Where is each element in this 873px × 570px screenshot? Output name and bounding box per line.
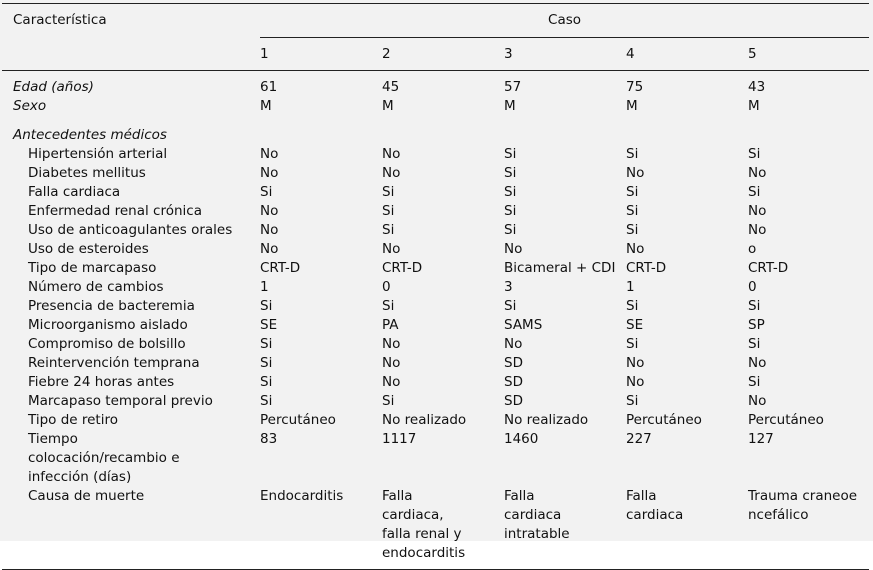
cell-value: M [260, 98, 272, 114]
cell-value: Si [748, 336, 761, 352]
cell-value: 127 [748, 431, 774, 447]
section-row [2, 116, 869, 145]
cell-value: No [382, 336, 401, 352]
cell-value: 0 [382, 279, 391, 295]
table-row [2, 411, 869, 430]
cell-value: 57 [504, 79, 522, 95]
cell-value: M [382, 98, 394, 114]
cell-value: No [748, 203, 767, 219]
cell-value: Si [626, 393, 639, 409]
cell-value: Bicameral + CDI [504, 260, 616, 276]
cell-value: Si [626, 298, 639, 314]
cell-value: 83 [260, 431, 278, 447]
table-row [2, 335, 869, 354]
table-row [2, 354, 869, 373]
cell-value: No [626, 355, 645, 371]
cell-value: Percutáneo [748, 412, 824, 428]
row-label: Compromiso de bolsillo [28, 336, 186, 352]
table-row [2, 97, 869, 116]
cell-value: 1 [260, 279, 269, 295]
cell-value: No [382, 374, 401, 390]
cell-value: Falla cardiaca intratable [504, 488, 570, 542]
cell-value: Si [626, 336, 639, 352]
cell-value: Falla cardiaca [626, 488, 684, 523]
cell-value: Si [626, 203, 639, 219]
cell-value: 0 [748, 279, 757, 295]
header-case: Caso [260, 4, 869, 38]
cell-value: No [748, 165, 767, 181]
cell-value: No realizado [382, 412, 467, 428]
cell-value: Falla cardiaca, falla renal y endocarditis [382, 488, 466, 561]
cell-value: Percutáneo [260, 412, 336, 428]
row-label: Tiempo colocación/recambio e infección (días) [28, 431, 180, 485]
row-label: Reintervención temprana [28, 355, 200, 371]
row-label: Edad (años) [13, 79, 94, 95]
cell-value: No [260, 222, 279, 238]
row-label: Microorganismo aislado [28, 317, 188, 333]
row-label: Uso de anticoagulantes orales [28, 222, 233, 238]
cell-value: Si [504, 203, 517, 219]
cell-value: M [748, 98, 760, 114]
cell-value: Si [504, 165, 517, 181]
header-empty [2, 38, 260, 71]
cell-value: Si [626, 222, 639, 238]
cell-value: Si [748, 146, 761, 162]
cell-value: Si [748, 184, 761, 200]
cell-value: Si [748, 298, 761, 314]
row-label: Sexo [13, 98, 47, 114]
cell-value: 75 [626, 79, 644, 95]
cell-value: CRT-D [260, 260, 301, 276]
row-label: Diabetes mellitus [28, 165, 146, 181]
cell-value: M [504, 98, 516, 114]
cell-value: Si [504, 222, 517, 238]
cell-value: Si [260, 336, 273, 352]
header-characteristic: Característica [13, 12, 107, 28]
table-row [2, 373, 869, 392]
header-row [2, 4, 869, 38]
table-row [2, 487, 869, 570]
cell-value: SE [260, 317, 278, 333]
cell-value: No [504, 336, 523, 352]
cell-value: CRT-D [626, 260, 667, 276]
cell-value: No realizado [504, 412, 589, 428]
cell-value: CRT-D [748, 260, 789, 276]
cell-value: Si [626, 146, 639, 162]
cell-value: Si [260, 374, 273, 390]
cell-value: PA [382, 317, 399, 333]
table-row [2, 71, 869, 98]
table-row [2, 278, 869, 297]
cell-value: No [748, 222, 767, 238]
cell-value: CRT-D [382, 260, 423, 276]
cell-value: No [626, 374, 645, 390]
cell-value: No [626, 241, 645, 257]
row-label: Falla cardiaca [28, 184, 121, 200]
table-row [2, 145, 869, 164]
row-label: Tipo de retiro [28, 412, 118, 428]
cell-value: Trauma craneoencefálico [748, 488, 858, 523]
table-row [2, 297, 869, 316]
cell-value: SAMS [504, 317, 543, 333]
cell-value: 43 [748, 79, 766, 95]
cell-value: Si [260, 393, 273, 409]
row-label: Presencia de bacteremia [28, 298, 195, 314]
cell-value: SD [504, 374, 523, 390]
cell-value: Percutáneo [626, 412, 702, 428]
cell-value: SE [626, 317, 644, 333]
cell-value: 45 [382, 79, 400, 95]
clinical-cases-table [2, 3, 869, 570]
cell-value: No [260, 165, 279, 181]
cell-value: No [748, 355, 767, 371]
cell-value: No [260, 203, 279, 219]
row-label: Tipo de marcapaso [28, 260, 157, 276]
case-number-row [2, 38, 869, 71]
cell-value: Si [504, 146, 517, 162]
row-label: Número de cambios [28, 279, 164, 295]
row-label: Marcapaso temporal previo [28, 393, 213, 409]
row-label: Enfermedad renal crónica [28, 203, 202, 219]
table-row [2, 221, 869, 240]
cell-value: Si [260, 355, 273, 371]
row-label: Uso de esteroides [28, 241, 149, 257]
table-row [2, 316, 869, 335]
cell-value: 3 [504, 279, 513, 295]
section-label: Antecedentes médicos [13, 127, 167, 143]
case-number: 4 [626, 46, 635, 62]
case-number: 5 [748, 46, 757, 62]
case-number: 1 [260, 46, 269, 62]
cell-value: SP [748, 317, 765, 333]
case-number: 2 [382, 46, 391, 62]
row-label: Hipertensión arterial [28, 146, 168, 162]
cell-value: Endocarditis [260, 488, 344, 504]
table-row [2, 164, 869, 183]
table-row [2, 259, 869, 278]
cell-value: Si [382, 222, 395, 238]
table-row [2, 183, 869, 202]
table-row [2, 240, 869, 259]
cell-value: No [260, 146, 279, 162]
cell-value: Si [626, 184, 639, 200]
cell-value: No [260, 241, 279, 257]
cell-value: No [382, 165, 401, 181]
cell-value: Si [382, 393, 395, 409]
cell-value: SD [504, 355, 523, 371]
row-label: Causa de muerte [28, 488, 145, 504]
table-row [2, 392, 869, 411]
cell-value: Si [260, 184, 273, 200]
cell-value: Si [748, 374, 761, 390]
cell-value: 227 [626, 431, 652, 447]
cell-value: No [382, 355, 401, 371]
cell-value: 1117 [382, 431, 417, 447]
cell-value: SD [504, 393, 523, 409]
table-row [2, 430, 869, 487]
cell-value: Si [504, 298, 517, 314]
cell-value: Si [382, 298, 395, 314]
cell-value: o [748, 241, 757, 257]
cell-value: Si [382, 203, 395, 219]
table-row [2, 202, 869, 221]
cell-value: 1460 [504, 431, 539, 447]
cell-value: Si [260, 298, 273, 314]
cell-value: No [382, 146, 401, 162]
cell-value: No [626, 165, 645, 181]
cell-value: No [504, 241, 523, 257]
cell-value: 61 [260, 79, 278, 95]
cell-value: No [382, 241, 401, 257]
case-number: 3 [504, 46, 513, 62]
cell-value: Si [382, 184, 395, 200]
cell-value: 1 [626, 279, 635, 295]
cell-value: Si [504, 184, 517, 200]
row-label: Fiebre 24 horas antes [28, 374, 175, 390]
cell-value: No [748, 393, 767, 409]
cell-value: M [626, 98, 638, 114]
